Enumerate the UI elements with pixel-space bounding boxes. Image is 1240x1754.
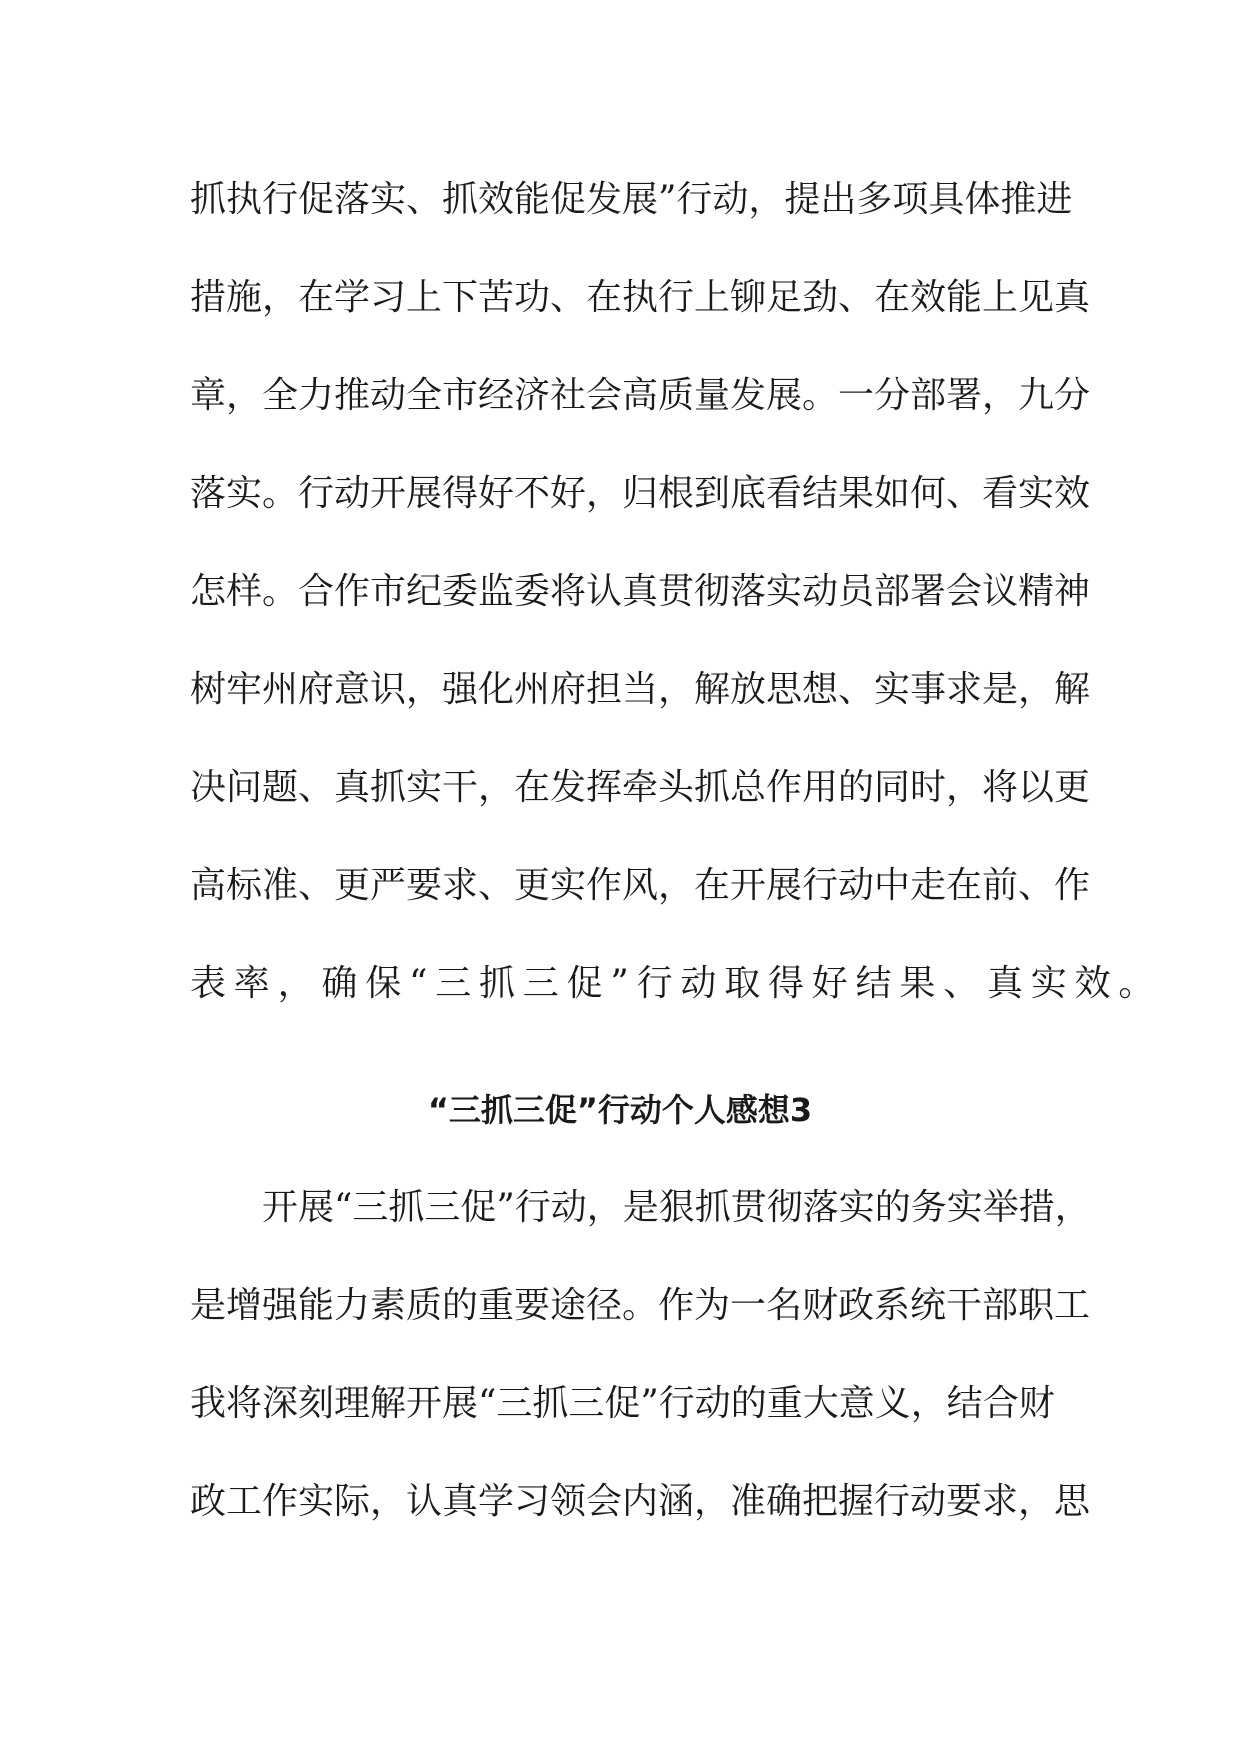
paragraph-line: 章，全力推动全市经济社会高质量发展。一分部署，九分 (190, 375, 1091, 416)
paragraph-line: 表率，确保“三抓三促”行动取得好结果、真实效。 (190, 963, 1163, 1004)
paragraph-line: 高标准、更严要求、更实作风，在开展行动中走在前、作 (190, 865, 1091, 906)
paragraph-line: 开展“三抓三促”行动，是狠抓贯彻落实的务实举措， (262, 1187, 1091, 1228)
paragraph-line: 怎样。合作市纪委监委将认真贯彻落实动员部署会议精神 (190, 571, 1091, 612)
paragraph-line: 我将深刻理解开展“三抓三促”行动的重大意义，结合财 (190, 1383, 1055, 1424)
section-heading: “三抓三促”行动个人感想3 (427, 1091, 813, 1129)
paragraph-line: 树牢州府意识，强化州府担当，解放思想、实事求是，解 (190, 669, 1091, 710)
paragraph-line: 决问题、真抓实干，在发挥牵头抓总作用的同时，将以更 (190, 767, 1091, 808)
paragraph-line: 政工作实际，认真学习领会内涵，准确把握行动要求，思 (190, 1481, 1091, 1522)
paragraph-line: 措施，在学习上下苦功、在执行上铆足劲、在效能上见真 (190, 277, 1091, 318)
paragraph-line: 是增强能力素质的重要途径。作为一名财政系统干部职工 (190, 1285, 1091, 1326)
paragraph-line: 抓执行促落实、抓效能促发展”行动，提出多项具体推进 (190, 179, 1073, 220)
paragraph-line: 落实。行动开展得好不好，归根到底看结果如何、看实效 (190, 473, 1091, 514)
